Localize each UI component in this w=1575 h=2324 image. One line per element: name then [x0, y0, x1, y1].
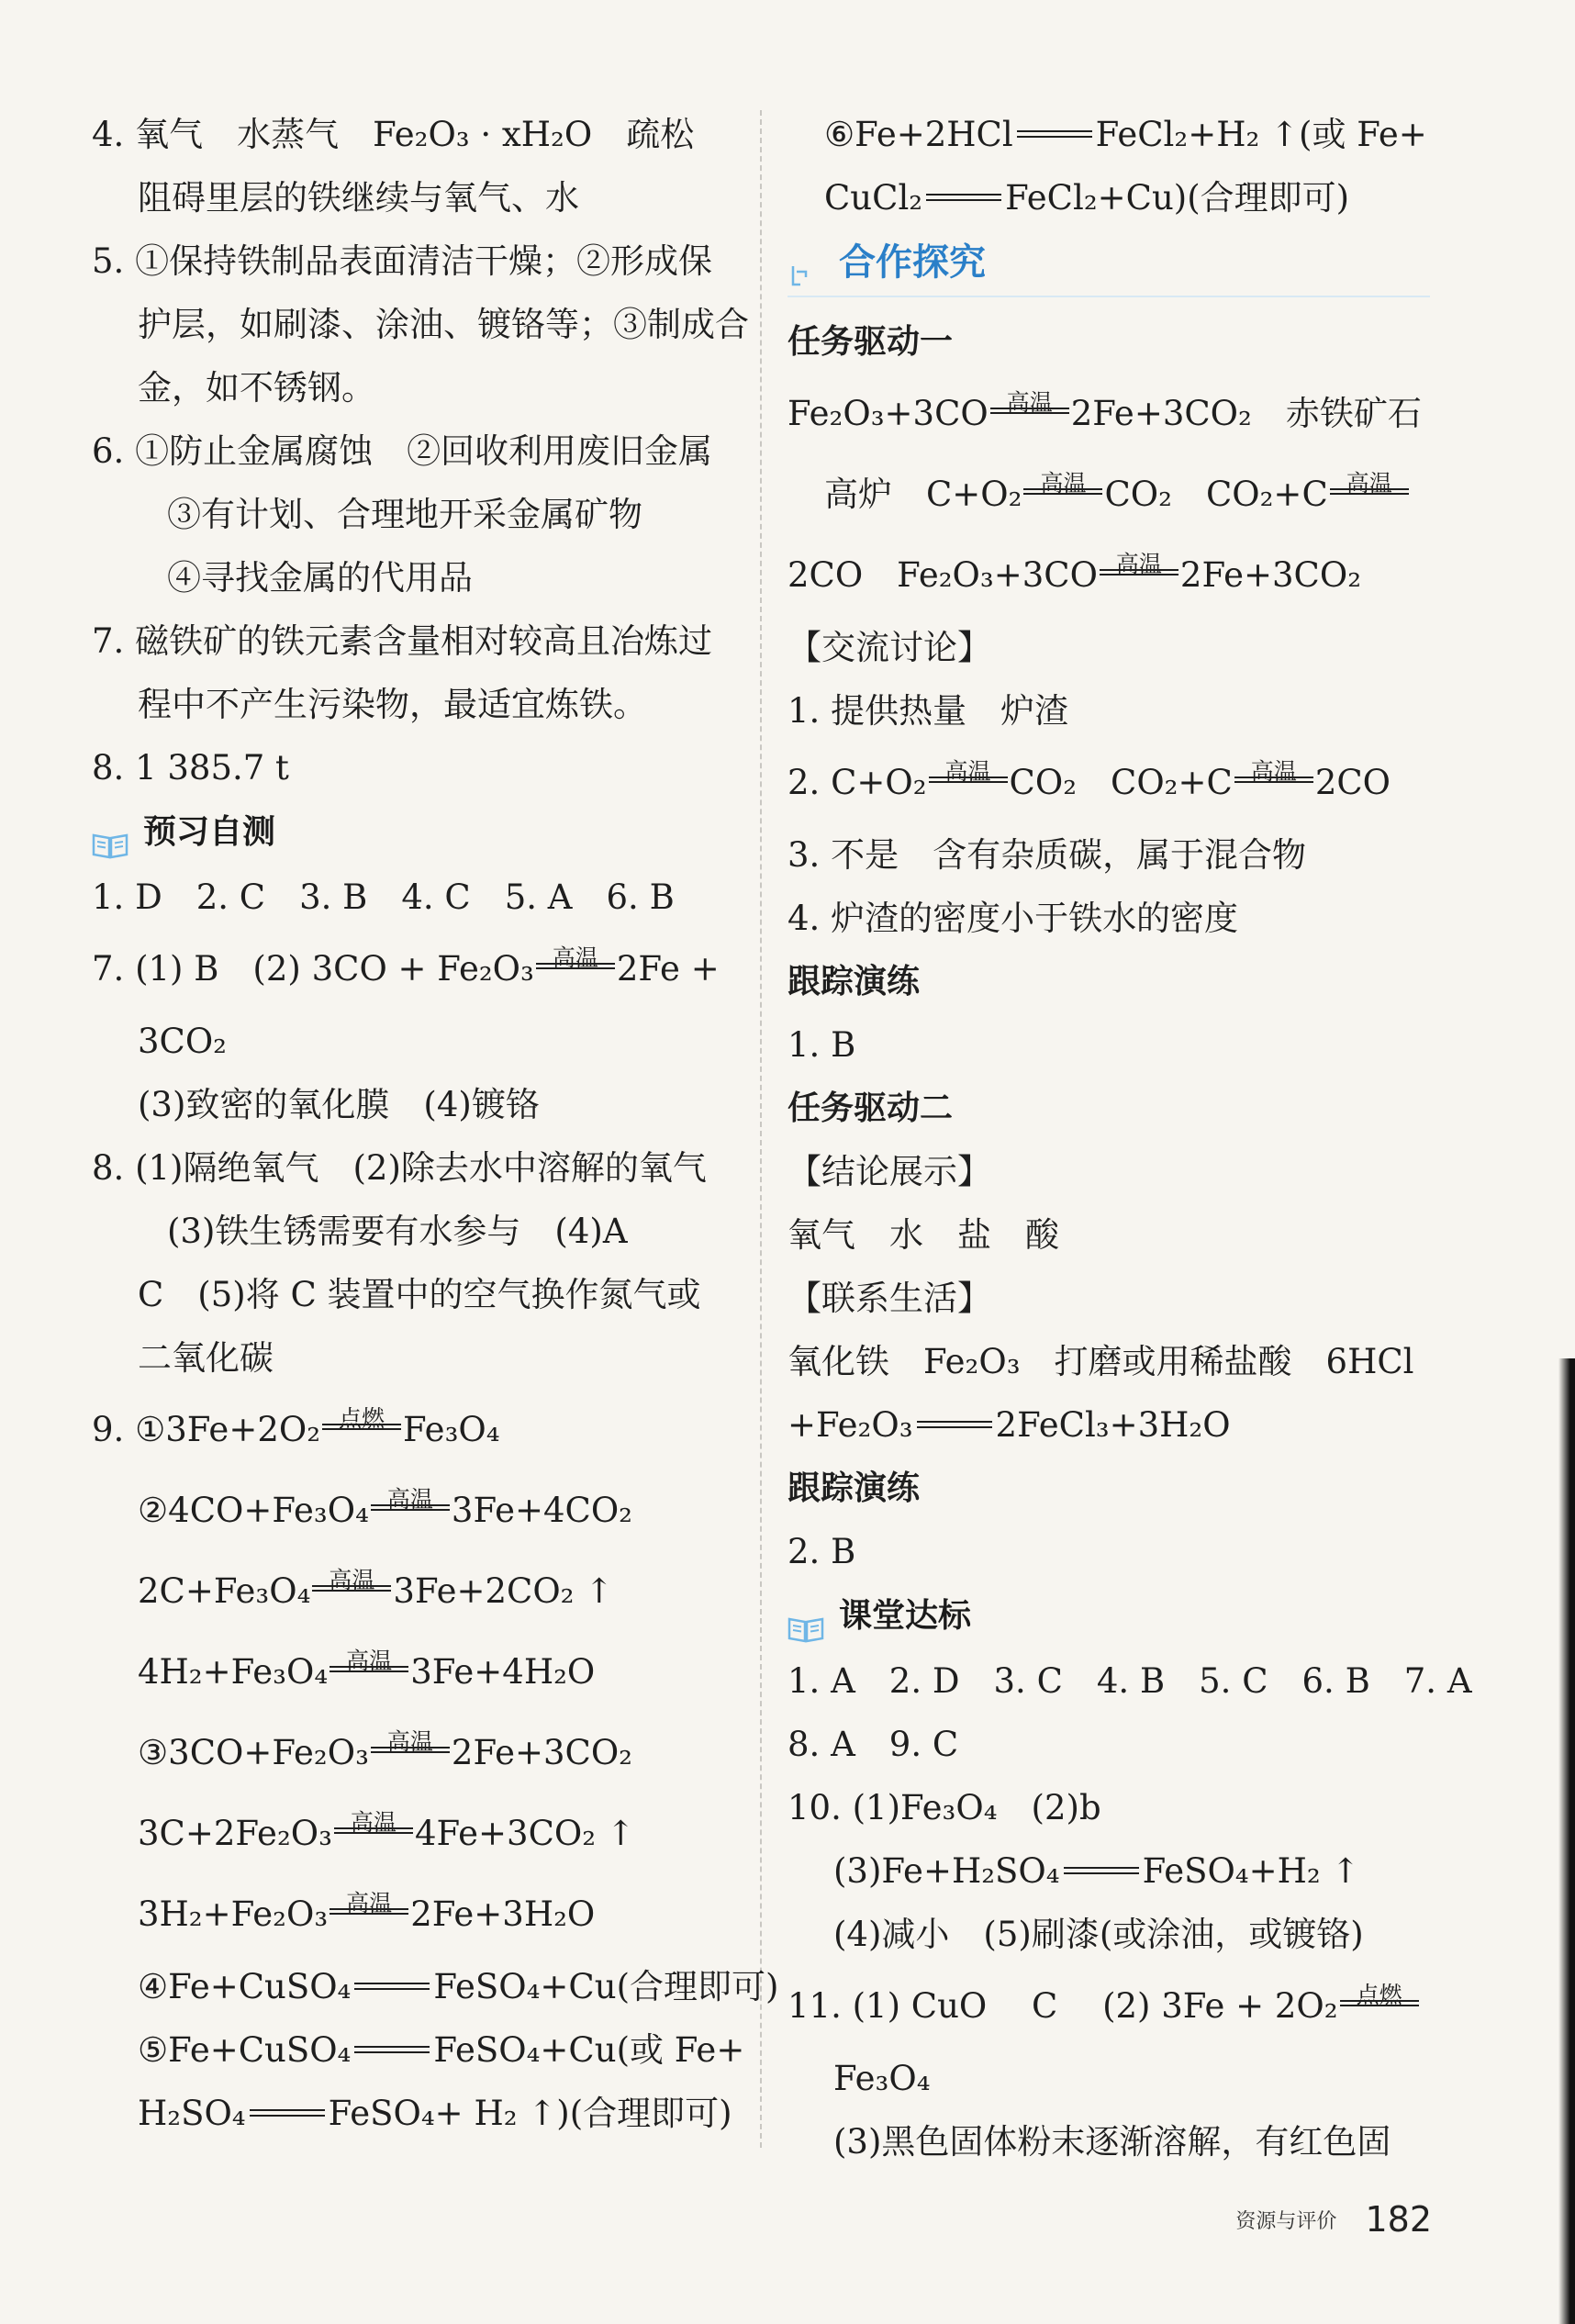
reactants: (3)Fe+H₂SO₄ — [833, 1851, 1060, 1891]
reaction-sign — [1100, 551, 1178, 587]
reaction-sign — [929, 758, 1008, 794]
equation-9-7 — [92, 1874, 753, 1955]
classroom-section-title — [788, 1583, 1430, 1649]
reactants: 2CO Fe₂O₃+3CO — [788, 555, 1098, 595]
section-underline — [788, 296, 1430, 297]
answer-5-line-2: 护层，如刷漆、涂油、镀铬等；③制成合 — [138, 305, 749, 344]
classroom-answers-2: 8. A 9. C — [788, 1725, 959, 1764]
task-1-equation-2 — [788, 454, 1430, 535]
reaction-condition: 高温 — [1115, 551, 1162, 577]
products: 2CO — [1314, 763, 1391, 802]
discussion-2 — [788, 743, 1430, 823]
reaction-condition: 高温 — [1250, 758, 1297, 785]
answer-4-line-1: 4. 氧气 水蒸气 Fe₂O₃ · xH₂O 疏松 — [92, 115, 695, 154]
reaction-sign — [536, 944, 615, 980]
reaction-condition: 高温 — [1040, 470, 1087, 497]
reactants: ③3CO+Fe₂O₃ — [138, 1733, 369, 1772]
page-edge-shadow — [1558, 1358, 1575, 2324]
classroom-answer-11-line-2: Fe₃O₄ — [833, 2059, 931, 2098]
equation-9-2 — [92, 1470, 753, 1551]
task-2-heading: 任务驱动二 — [788, 1089, 954, 1127]
cooperation-title-text: 合作探究 — [839, 241, 986, 284]
reaction-condition: 高温 — [944, 758, 991, 785]
equals-sign — [917, 1421, 992, 1428]
answer-8: 8. 1 385.7 t — [92, 748, 289, 788]
reaction-condition: 高温 — [1006, 389, 1053, 416]
equation-9-12 — [788, 166, 1430, 229]
reactants: ②4CO+Fe₃O₄ — [138, 1491, 369, 1530]
products: 2FeCl₃+3H₂O — [995, 1405, 1231, 1445]
equation-9-8 — [92, 1955, 779, 2018]
book-icon — [92, 816, 128, 845]
reactants: ⑥Fe+2HCl — [824, 115, 1013, 154]
reactants: ④Fe+CuSO₄ — [138, 1967, 352, 2006]
discussion-1: 1. 提供热量 炉渣 — [788, 691, 1069, 731]
reaction-sign — [1340, 1982, 1419, 2017]
preview-section-title — [92, 799, 753, 866]
reactants: CuCl₂ — [824, 178, 923, 218]
reaction-sign — [312, 1567, 391, 1603]
tracking-practice-2-heading: 跟踪演练 — [788, 1469, 921, 1507]
products: 2Fe+3CO₂ — [451, 1733, 633, 1772]
reaction-condition: 高温 — [552, 944, 598, 971]
preview-answer-7-line-3: (3)致密的氧化膜 (4)镀铬 — [138, 1085, 540, 1124]
discussion-4: 4. 炉渣的密度小于铁水的密度 — [788, 899, 1239, 938]
preview-answer-8-line-1: 8. (1)隔绝氧气 (2)除去水中溶解的氧气 — [92, 1148, 707, 1188]
equals-sign — [354, 2046, 430, 2053]
preview-answers: 1. D 2. C 3. B 4. C 5. A 6. B — [92, 877, 675, 917]
reaction-sign — [1330, 470, 1409, 506]
page-footer — [1235, 2199, 1432, 2240]
equation-9-3 — [92, 1551, 753, 1632]
products: 2Fe+3CO₂ — [1179, 555, 1362, 595]
classroom-answer-10-line-2 — [788, 1839, 1430, 1903]
reaction-condition: 高温 — [329, 1567, 375, 1593]
column-divider — [760, 110, 762, 2148]
equation-9-10 — [92, 2082, 753, 2145]
right-column — [788, 103, 1472, 2173]
products: CO₂ CO₂+C — [1104, 475, 1328, 514]
products: 3Fe+4H₂O — [410, 1652, 596, 1692]
equation-9-6 — [92, 1793, 753, 1874]
reactants: 11. (1) CuO C (2) 3Fe + 2O₂ — [788, 1986, 1338, 2026]
discussion-3: 3. 不是 含有杂质碳，属于混合物 — [788, 835, 1307, 875]
reaction-sign — [990, 389, 1069, 425]
equals-sign — [354, 1983, 430, 1990]
classroom-answer-10-line-1: 10. (1)Fe₃O₄ (2)b — [788, 1788, 1101, 1827]
preview-answer-8-line-4: 二氧化碳 — [138, 1338, 274, 1378]
preview-answer-7-line-1 — [92, 929, 753, 1010]
conclusion-answer: 氧气 水 盐 酸 — [788, 1215, 1059, 1255]
products: Fe₃O₄ — [403, 1410, 500, 1449]
reaction-sign — [371, 1728, 450, 1764]
products: FeCl₂+H₂ ↑(或 Fe+ — [1095, 115, 1427, 154]
tracking-practice-1-answer: 1. B — [788, 1025, 856, 1065]
products: FeCl₂+Cu)(合理即可) — [1005, 178, 1350, 218]
equation-9-5 — [92, 1713, 753, 1793]
conclusion-heading: 【结论展示】 — [788, 1152, 991, 1191]
p7-prefix: 7. (1) B (2) 3CO + Fe₂O₃ — [92, 949, 534, 989]
equals-sign — [1064, 1867, 1139, 1874]
answer-7-line-2: 程中不产生污染物，最适宜炼铁。 — [138, 685, 647, 724]
reactants: H₂SO₄ — [138, 2094, 246, 2133]
products: FeSO₄+ H₂ ↑)(合理即可) — [328, 2094, 732, 2133]
products: 2Fe+3CO₂ 赤铁矿石 — [1070, 394, 1422, 433]
life-line-2 — [788, 1393, 1430, 1457]
classroom-title-text: 课堂达标 — [839, 1597, 972, 1635]
classroom-answer-10-line-3: (4)减小 (5)刷漆(或涂油，或镀铬) — [833, 1915, 1364, 1954]
reaction-sign — [371, 1486, 450, 1522]
task-1-equation-3 — [788, 535, 1430, 616]
left-column — [92, 103, 779, 2145]
reactants: ⑤Fe+CuSO₄ — [138, 2030, 352, 2070]
tracking-practice-2-answer: 2. B — [788, 1532, 856, 1571]
reactants: 高炉 C+O₂ — [824, 475, 1022, 514]
answer-7-line-1: 7. 磁铁矿的铁元素含量相对较高且冶炼过 — [92, 621, 713, 661]
products: 3Fe+2CO₂ ↑ — [393, 1571, 614, 1611]
products: FeSO₄+Cu(或 Fe+ — [433, 2030, 745, 2070]
footer-text: 资源与评价 — [1235, 2209, 1337, 2233]
reactants: 4H₂+Fe₃O₄ — [138, 1652, 329, 1692]
answer-6-line-2: ③有计划、合理地开采金属矿物 — [167, 495, 642, 534]
classroom-answer-11-line-3: (3)黑色固体粉末逐渐溶解，有红色固 — [833, 2122, 1391, 2162]
equation-9-11 — [788, 103, 1430, 166]
discussion-heading: 【交流讨论】 — [788, 628, 991, 667]
products: 2Fe+3H₂O — [410, 1894, 596, 1934]
cooperation-section-title — [788, 229, 1430, 296]
answer-5-line-3: 金，如不锈钢。 — [138, 368, 375, 408]
task-1-heading: 任务驱动一 — [788, 323, 954, 361]
reaction-condition: 高温 — [346, 1648, 393, 1674]
reaction-condition: 高温 — [346, 1890, 393, 1916]
book-icon — [788, 1600, 824, 1629]
reactants: 3H₂+Fe₂O₃ — [138, 1894, 329, 1934]
products: 3Fe+4CO₂ — [451, 1491, 633, 1530]
reaction-sign — [330, 1890, 408, 1926]
reaction-condition: 点燃 — [1356, 1982, 1402, 2008]
answer-5-line-1: 5. ①保持铁制品表面清洁干燥；②形成保 — [92, 241, 713, 281]
reaction-condition: 高温 — [386, 1486, 433, 1513]
equals-sign — [250, 2109, 325, 2117]
reactants: 2. C+O₂ — [788, 763, 927, 802]
task-1-equation-1 — [788, 374, 1430, 454]
tracking-practice-1-heading: 跟踪演练 — [788, 963, 921, 1000]
classroom-answer-11-line-1 — [788, 1966, 1430, 2047]
products: FeSO₄+H₂ ↑ — [1142, 1851, 1360, 1891]
reactants: +Fe₂O₃ — [788, 1405, 913, 1445]
reactants: 9. ①3Fe+2O₂ — [92, 1410, 321, 1449]
answer-6-line-1: 6. ①防止金属腐蚀 ②回收利用废旧金属 — [92, 431, 713, 471]
reactants: 2C+Fe₃O₄ — [138, 1571, 311, 1611]
reaction-sign — [322, 1405, 401, 1441]
products: CO₂ CO₂+C — [1009, 763, 1233, 802]
life-heading: 【联系生活】 — [788, 1279, 991, 1318]
reaction-condition: 高温 — [350, 1809, 397, 1836]
answer-6-line-3: ④寻找金属的代用品 — [167, 558, 473, 598]
reaction-condition: 高温 — [1346, 470, 1392, 497]
equation-9-4 — [92, 1632, 753, 1713]
preview-title-text: 预习自测 — [143, 813, 276, 851]
equals-sign — [1017, 130, 1092, 138]
page-number: 182 — [1365, 2199, 1432, 2240]
reaction-condition: 点燃 — [339, 1405, 385, 1432]
classroom-answers-1: 1. A 2. D 3. C 4. B 5. C 6. B 7. A — [788, 1661, 1472, 1701]
reaction-sign — [1023, 470, 1102, 506]
preview-answer-7-line-2: 3CO₂ — [138, 1022, 228, 1061]
p7-suffix: 2Fe + — [616, 949, 720, 989]
preview-answer-8-line-2: (3)铁生锈需要有水参与 (4)A — [167, 1212, 628, 1251]
reactants: Fe₂O₃+3CO — [788, 394, 989, 433]
reaction-sign — [330, 1648, 408, 1683]
reaction-sign — [1234, 758, 1313, 794]
preview-answer-8-line-3: C (5)将 C 装置中的空气换作氮气或 — [138, 1275, 701, 1314]
reaction-sign — [334, 1809, 413, 1845]
answer-4-line-2: 阻碍里层的铁继续与氧气、水 — [138, 178, 579, 218]
reaction-condition: 高温 — [386, 1728, 433, 1755]
equation-9-1 — [92, 1390, 753, 1470]
bookmark-icon — [788, 247, 824, 276]
equals-sign — [926, 194, 1001, 201]
products: FeSO₄+Cu(合理即可) — [433, 1967, 779, 2006]
reactants: 3C+2Fe₂O₃ — [138, 1814, 332, 1853]
products: 4Fe+3CO₂ ↑ — [414, 1814, 635, 1853]
equation-9-9 — [92, 2018, 753, 2082]
life-line-1: 氧化铁 Fe₂O₃ 打磨或用稀盐酸 6HCl — [788, 1342, 1414, 1381]
